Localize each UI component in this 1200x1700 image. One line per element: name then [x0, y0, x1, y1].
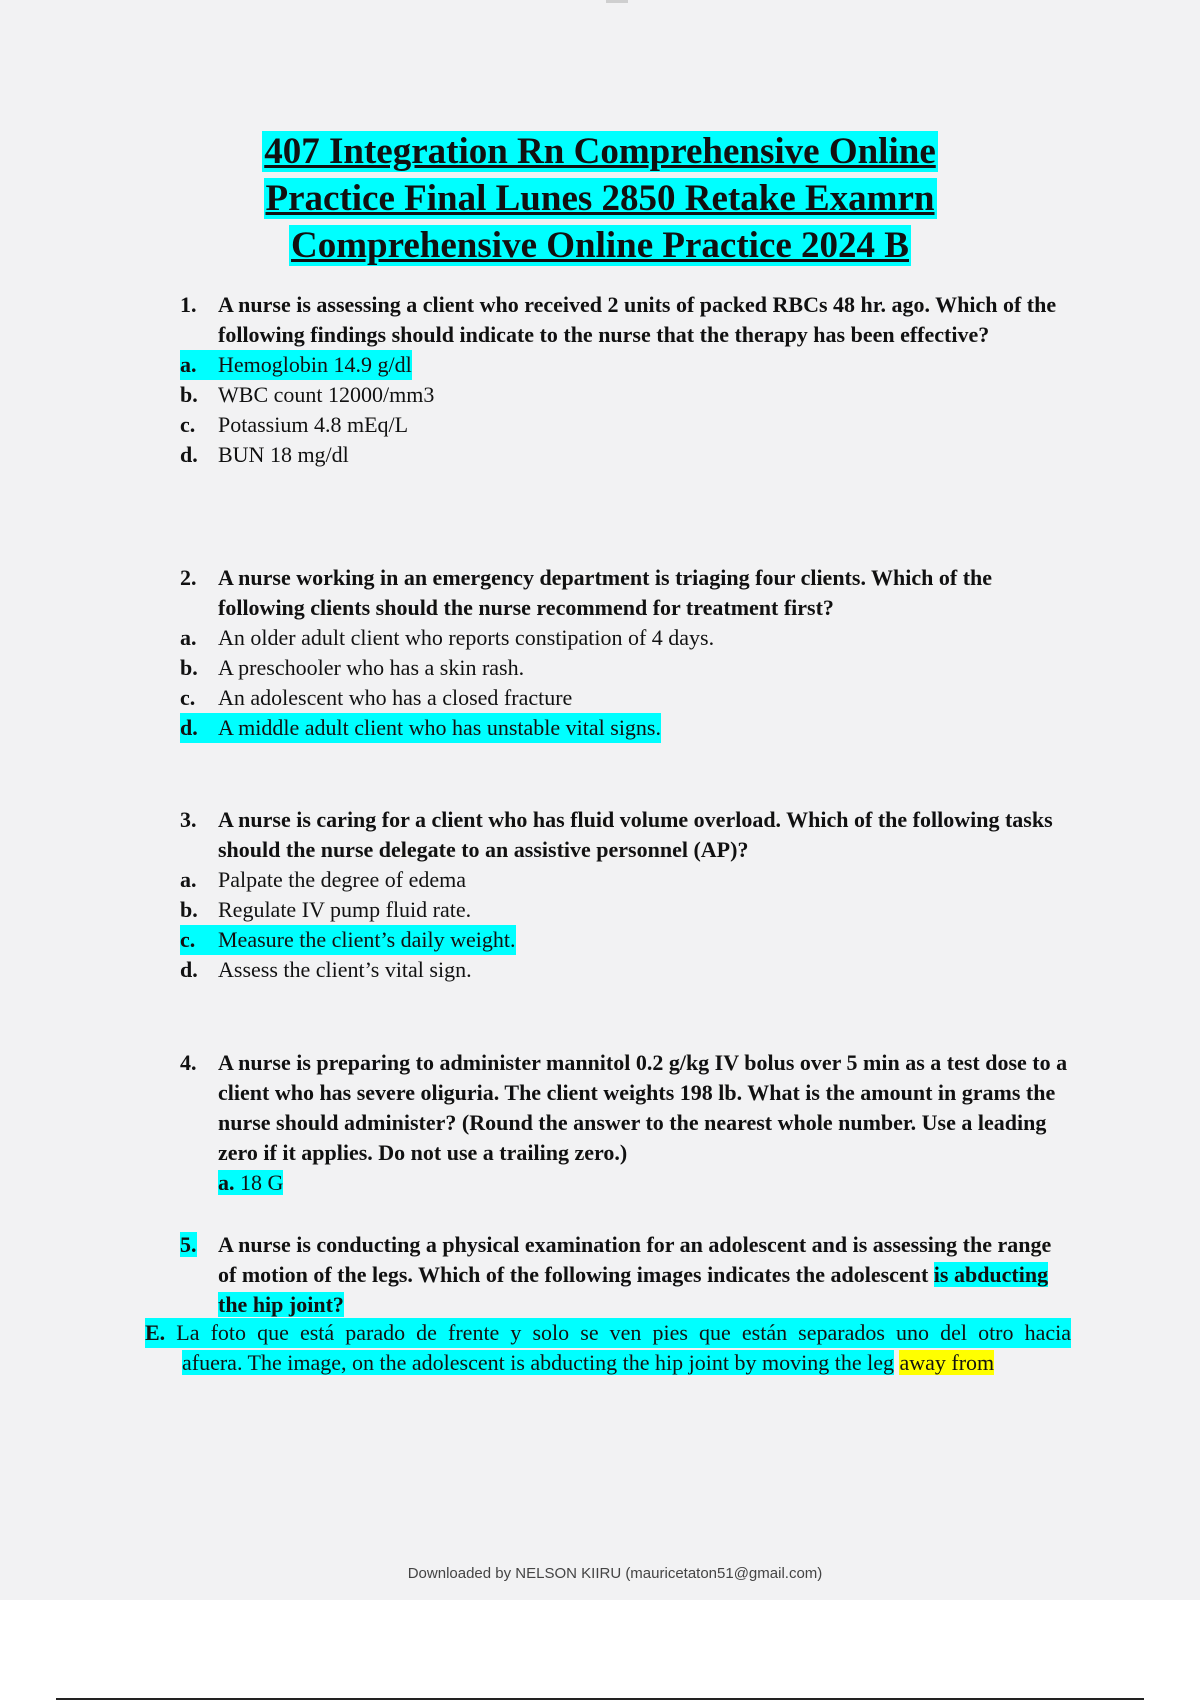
option-a: a. An older adult client who reports constipation of 4 days.	[180, 625, 715, 650]
question-number: 4.	[180, 1050, 197, 1075]
document-title	[150, 128, 1050, 269]
question-text: A nurse is conducting a physical examination for an adolescent and is assessing the range of motion of the legs. Which of the following images indicates the adolescent	[218, 1232, 1052, 1287]
question-4	[180, 1048, 1070, 1198]
question-1	[180, 290, 1070, 470]
question-2	[180, 563, 1070, 743]
answer-e-line-2: afuera. The image, on the adolescent is abducting the hip joint by moving the leg	[182, 1350, 894, 1375]
option-d: d. Assess the client’s vital sign.	[180, 957, 472, 982]
question-text: A nurse is assessing a client who received 2 units of packed RBCs 48 hr. ago. Which of the following findings should indicate to the nurse that the therapy has been effective?	[218, 292, 1057, 347]
question-3	[180, 805, 1070, 985]
option-b: b. A preschooler who has a skin rash.	[180, 655, 525, 680]
title-line-1: 407 Integration Rn Comprehensive Online	[264, 131, 936, 172]
option-b: b. WBC count 12000/mm3	[180, 382, 435, 407]
option-c: c. An adolescent who has a closed fracture	[180, 685, 573, 710]
option-b: b. Regulate IV pump fluid rate.	[180, 897, 472, 922]
question-text: A nurse working in an emergency department is triaging four clients. Which of the following clients should the nurse recommend for treatment first?	[218, 565, 993, 620]
question-5	[180, 1230, 1070, 1320]
option-a-selected: a. Hemoglobin 14.9 g/dl	[180, 350, 1070, 380]
question-text: A nurse is caring for a client who has fluid volume overload. Which of the following tasks should the nurse delegate to an assistive personnel (AP)?	[218, 807, 1053, 862]
answer-letter: a.	[218, 1170, 235, 1195]
answer-e-highlight-yellow: away from	[899, 1350, 995, 1375]
title-line-2: Practice Final Lunes 2850 Retake Examrn	[265, 178, 935, 219]
question-number: 3.	[180, 807, 197, 832]
answer-e-letter: E.	[145, 1320, 166, 1345]
question-number: 1.	[180, 292, 197, 317]
answer-text: 18 G	[240, 1170, 284, 1195]
download-footer: Downloaded by NELSON KIIRU (mauricetaton51@gmail.com)	[407, 1565, 823, 1582]
question-number: 5.	[180, 1232, 197, 1257]
answer-e	[145, 1318, 1071, 1378]
option-c: c. Potassium 4.8 mEq/L	[180, 412, 409, 437]
option-d-selected: d. A middle adult client who has unstable vital signs.	[180, 713, 1070, 743]
answer-e-line-1: La foto que está parado de frente y solo se ven pies que están separados uno del otro hacia	[176, 1320, 1071, 1345]
page-top-marker	[606, 0, 628, 3]
answer	[218, 1168, 1070, 1198]
title-line-3: Comprehensive Online Practice 2024 B	[291, 225, 909, 266]
option-c-selected: c. Measure the client’s daily weight.	[180, 925, 1070, 955]
option-a: a. Palpate the degree of edema	[180, 867, 466, 892]
question-text-highlight: is abducting the hip joint?	[218, 1262, 1049, 1317]
question-number: 2.	[180, 565, 197, 590]
option-d: d. BUN 18 mg/dl	[180, 442, 349, 467]
question-text: A nurse is preparing to administer mannitol 0.2 g/kg IV bolus over 5 min as a test dose to a client who has severe oliguria. The client weights 198 lb. What is the amount in grams the nurse should administer? (Round the answer to the nearest whole number. Use a leading zero if it applies. Do not use a trailing zero.)	[218, 1050, 1068, 1165]
